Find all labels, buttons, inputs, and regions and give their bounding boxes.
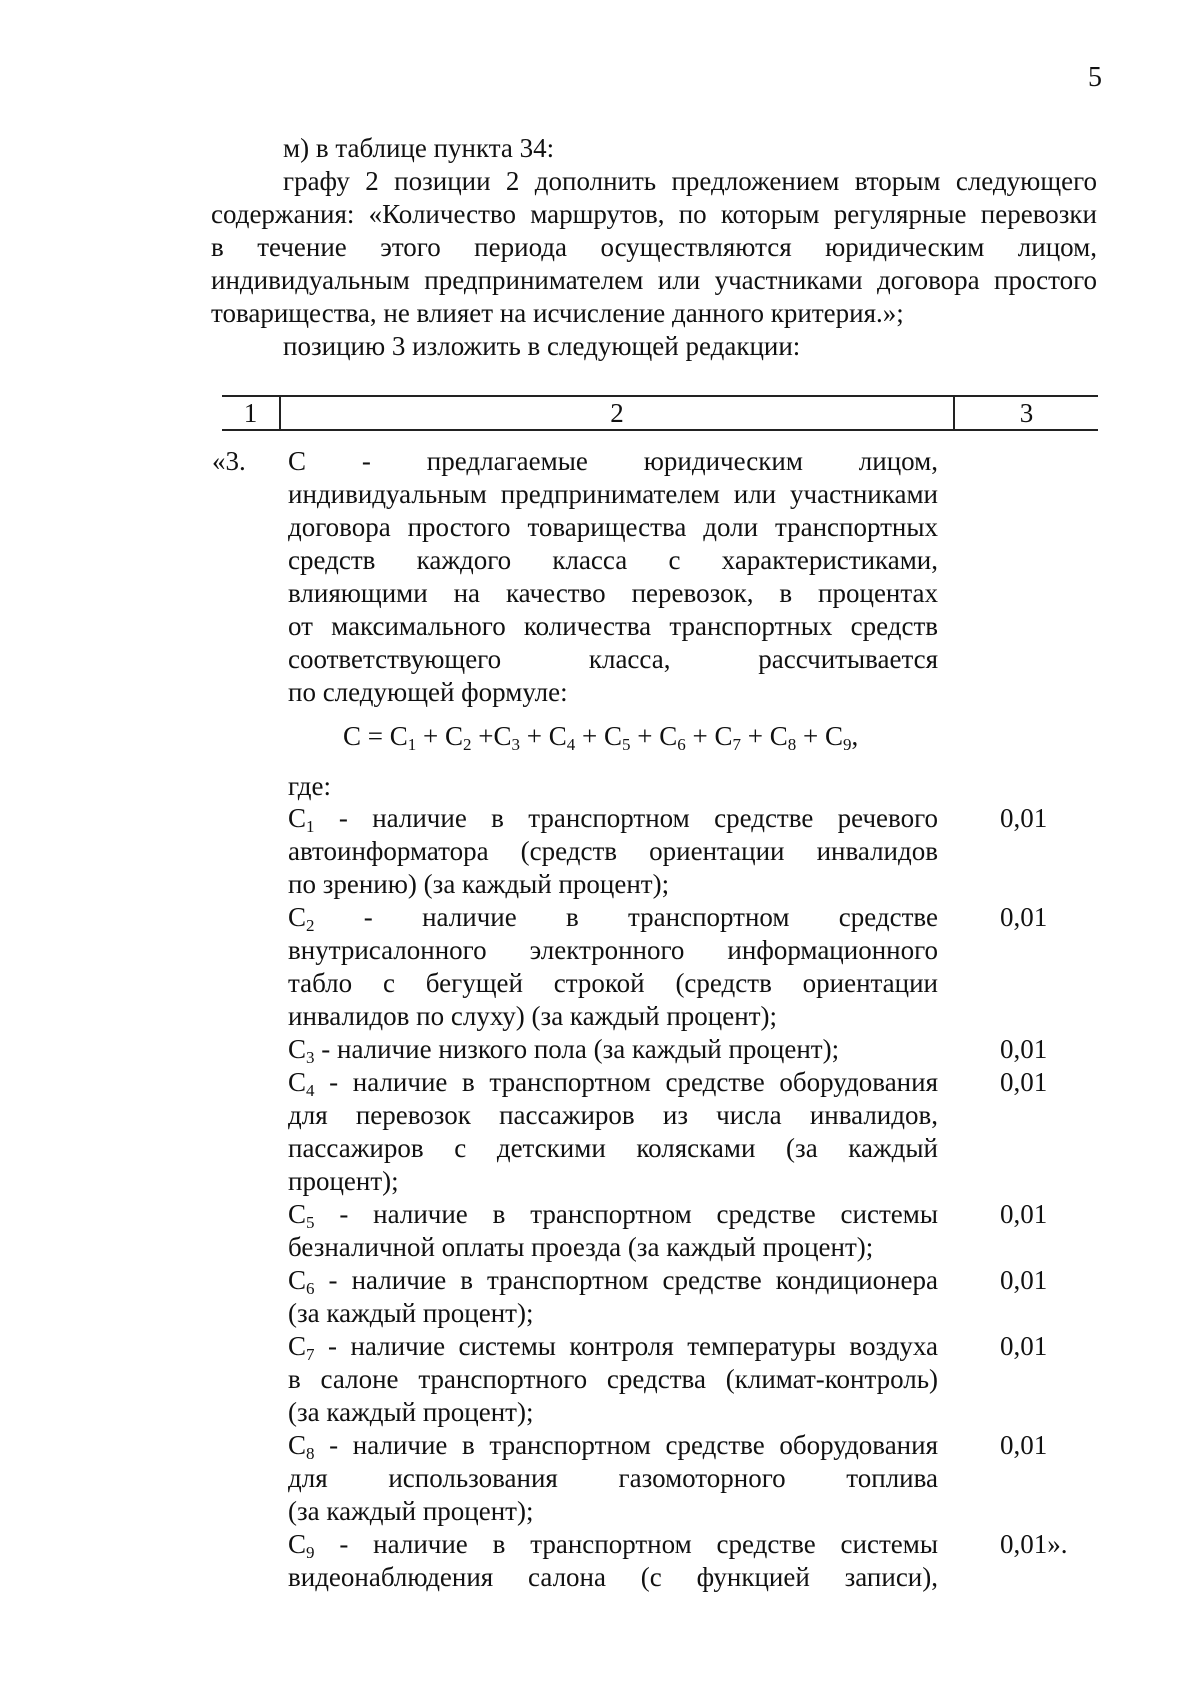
coef-item-line: $С_3$ - наличие низкого пола (за каждый процент); — [288, 1034, 840, 1067]
coef-item-line: $С_6$ - наличие в транспортном средстве кондиционера — [288, 1265, 938, 1298]
coef-item-line: $С_2$ - наличие в транспортном средстве — [288, 902, 938, 935]
desc-line: С - предлагаемые юридическим лицом, — [288, 446, 938, 476]
table-header-col-1: 1 — [243, 398, 258, 428]
coef-item-line: $С_4$ - наличие в транспортном средстве оборудования — [288, 1067, 938, 1100]
formula-term: С — [604, 721, 623, 751]
formula: $С = С_1 + С_2 +С_3 + С_4 + С_5 + С_6 + С_7 + С_8 + С_9$, — [343, 721, 859, 754]
table-header-col-2: 2 — [610, 398, 624, 428]
formula-term: С — [714, 721, 733, 751]
coef-value: 0,01». — [1000, 1529, 1068, 1559]
desc-line: договора простого товарищества доли транспортных — [288, 512, 938, 542]
coef-item-line: (за каждый процент); — [288, 1298, 534, 1328]
coef-value: 0,01 — [1000, 1034, 1048, 1064]
coef-value: 0,01 — [1000, 1331, 1048, 1361]
para-line: графу 2 позиции 2 дополнить предложением вторым следующего — [283, 166, 1097, 196]
desc-line: влияющими на качество перевозок, в процентах — [288, 578, 938, 608]
coef-item-line: $С_7$ - наличие системы контроля температуры воздуха — [288, 1331, 938, 1364]
formula-sub: 9 — [843, 735, 852, 754]
coef-item-line: внутрисалонного электронного информационного — [288, 935, 938, 965]
formula-term: С — [445, 721, 464, 751]
coef-item-line: видеонаблюдения салона (с функцией записи), — [288, 1562, 938, 1592]
formula-term: С — [493, 721, 512, 751]
formula-sub: 5 — [622, 735, 631, 754]
para-line: индивидуальным предпринимателем или участниками договора простого — [211, 265, 1097, 295]
coef-item-line: для перевозок пассажиров из числа инвалидов, — [288, 1100, 938, 1130]
formula-sub: 4 — [566, 735, 576, 754]
formula-term: С — [825, 721, 844, 751]
desc-line: индивидуальным предпринимателем или участниками — [288, 479, 938, 509]
formula-sub: 1 — [407, 735, 417, 754]
row-number: «3. — [212, 446, 246, 476]
position3-instruction: позицию 3 изложить в следующей редакции: — [283, 331, 801, 361]
coef-item-line: инвалидов по слуху) (за каждый процент); — [288, 1001, 777, 1031]
para-line: содержания: «Количество маршрутов, по которым регулярные перевозки — [211, 199, 1097, 229]
coef-item-line: $С_1$ - наличие в транспортном средстве речевого — [288, 803, 938, 836]
table-header-col-3: 3 — [1019, 398, 1034, 428]
para-line: товарищества, не влияет на исчисление данного критерия.»; — [211, 298, 904, 328]
para-line: в течение этого периода осуществляются юридическим лицом, — [211, 232, 1097, 262]
coef-item-line: по зрению) (за каждый процент); — [288, 869, 670, 899]
desc-line: от максимального количества транспортных средств — [288, 611, 938, 641]
page-number: 5 — [1088, 62, 1102, 93]
desc-line: по следующей формуле: — [288, 677, 568, 707]
formula-term: С — [389, 721, 408, 751]
coef-item-line: процент); — [288, 1166, 399, 1196]
formula-term: С — [548, 721, 567, 751]
formula-term: С — [659, 721, 678, 751]
coef-item-line: автоинформатора (средств ориентации инвалидов — [288, 836, 938, 866]
formula-term: С — [769, 721, 788, 751]
where-label: где: — [288, 771, 331, 801]
coef-item-line: пассажиров с детскими колясками (за каждый — [288, 1133, 938, 1163]
coef-value: 0,01 — [1000, 1265, 1048, 1295]
table-header-bottom-rule — [222, 429, 1098, 431]
desc-line: средств каждого класса с характеристиками, — [288, 545, 938, 575]
formula-sub: 3 — [511, 735, 521, 754]
coef-item-line: безналичной оплаты проезда (за каждый процент); — [288, 1232, 874, 1262]
formula-lhs: С = — [343, 721, 390, 751]
coef-value: 0,01 — [1000, 803, 1048, 833]
coef-item-line: для использования газомоторного топлива — [288, 1463, 938, 1493]
coef-item-line: табло с бегущей строкой (средств ориентации — [288, 968, 938, 998]
coef-item-line: $С_9$ - наличие в транспортном средстве системы — [288, 1529, 938, 1562]
coef-value: 0,01 — [1000, 1067, 1048, 1097]
formula-sub: 6 — [677, 735, 686, 754]
table-top-rule — [222, 395, 1098, 397]
coef-value: 0,01 — [1000, 1430, 1048, 1460]
coef-item-line: в салоне транспортного средства (климат-контроль) — [288, 1364, 938, 1394]
coef-value: 0,01 — [1000, 902, 1048, 932]
coef-item-line: $С_8$ - наличие в транспортном средстве оборудования — [288, 1430, 938, 1463]
desc-line: соответствующего класса, рассчитывается — [288, 644, 938, 674]
item-m-heading: м) в таблице пункта 34: — [283, 133, 555, 163]
formula-sub: 7 — [732, 735, 742, 754]
formula-sub: 2 — [463, 735, 472, 754]
coef-item-line: (за каждый процент); — [288, 1496, 534, 1526]
coef-value: 0,01 — [1000, 1199, 1048, 1229]
formula-end: , — [851, 721, 859, 751]
coef-item-line: (за каждый процент); — [288, 1397, 534, 1427]
coef-item-line: $С_5$ - наличие в транспортном средстве системы — [288, 1199, 938, 1232]
formula-sub: 8 — [787, 735, 797, 754]
